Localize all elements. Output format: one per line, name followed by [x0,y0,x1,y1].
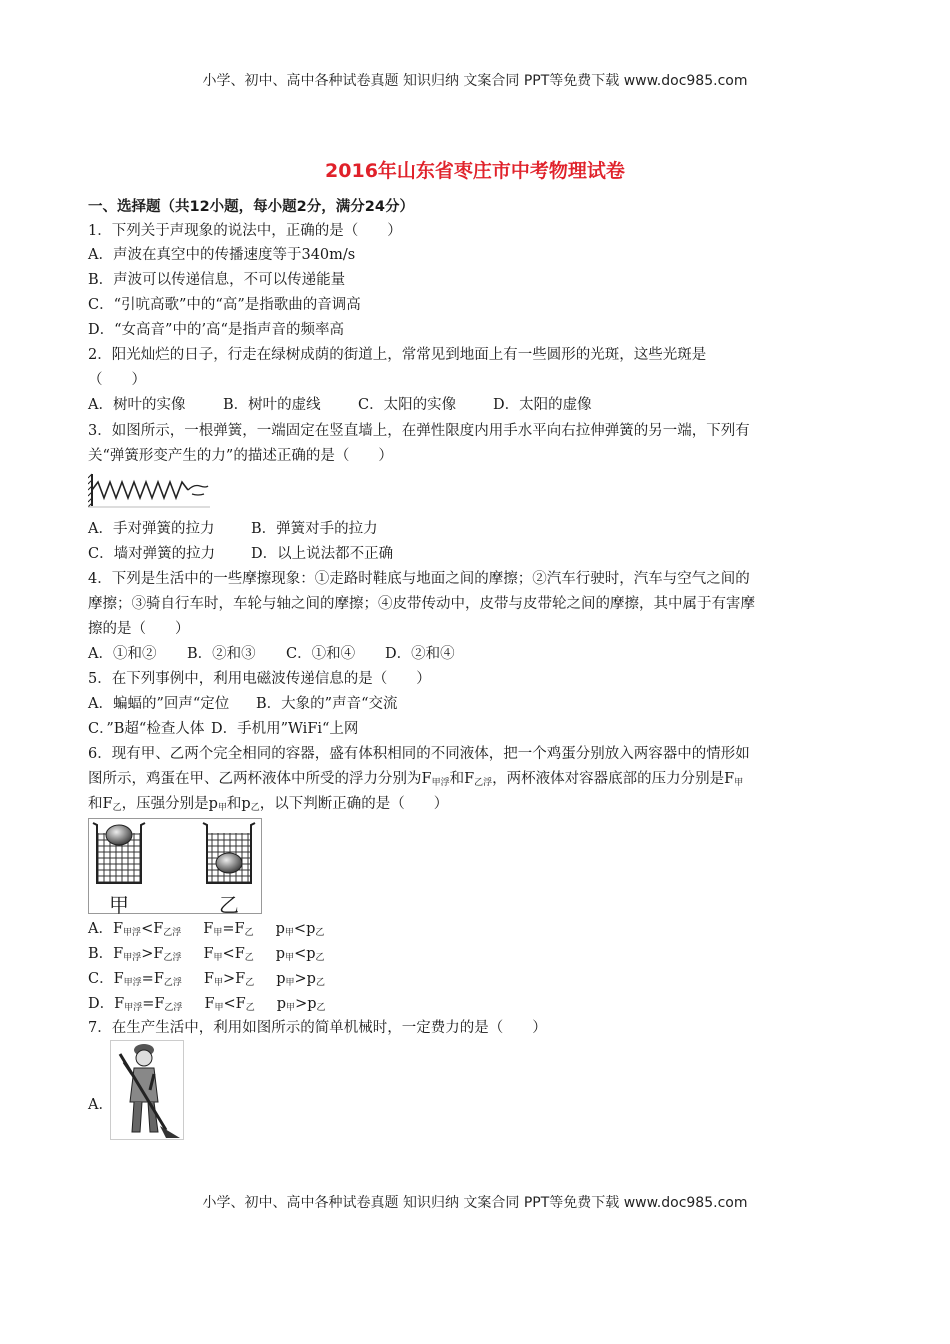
q5-option-c: C．”B超“检查人体 [88,721,205,737]
q6-text: 和F [449,771,475,787]
q3-option-c: C．墙对弹簧的拉力 [88,546,216,562]
opt-text: C．F [88,971,124,987]
q2-option-c: C．太阳的实像 [358,397,457,413]
beaker-label-jia: 甲 [109,893,129,917]
opt-sub: 甲 [213,953,223,963]
q3-option-d: D．以上说法都不正确 [251,546,394,562]
opt-text: =F [222,921,245,937]
opt-sub: 乙 [315,928,325,938]
opt-sub: 乙浮 [163,978,182,988]
opt-sub: 乙 [244,953,254,963]
q6-text: 图所示，鸡蛋在甲、乙两杯液体中所受的浮力分别为F [88,771,432,787]
q4-option-a: A．①和② [88,646,157,662]
q1-option-a: A．声波在真空中的传播速度等于340m/s [88,247,356,263]
q2-option-d: D．太阳的虚像 [493,397,592,413]
q5-option-a: A．蝙蝠的”回声“定位 [88,696,230,712]
q4-options [88,644,455,664]
q6-sub: 甲 [217,803,227,813]
q3-options-row2 [88,544,393,564]
opt-sub: 甲 [213,928,223,938]
page-title: 2016年山东省枣庄市中考物理试卷 [325,160,625,182]
q3-option-b: B．弹簧对手的拉力 [251,521,378,537]
opt-sub: 甲浮 [123,953,142,963]
opt-text: <p [293,921,316,937]
q4-stem-cont2: 擦的是（ ） [88,621,190,637]
q3-option-a: A．手对弹簧的拉力 [88,521,215,537]
q5-options-row2 [88,719,358,739]
page-header: 小学、初中、高中各种试卷真题 知识归纳 文案合同 PPT等免费下载 www.doc985.com [202,73,748,89]
q2-options [88,395,592,415]
q2-option-a: A．树叶的实像 [88,397,186,413]
q2-stem-cont: （ ） [88,372,146,388]
opt-sub: 乙浮 [164,1003,183,1013]
q6-text: ，压强分别是p [121,796,218,812]
opt-sub: 乙 [316,1003,326,1013]
opt-text: >F [141,946,164,962]
q4-option-d: D．②和④ [385,646,455,662]
q6-option-c [88,969,325,993]
q6-option-d [88,994,326,1018]
opt-text: B．F [88,946,124,962]
beakers-figure [88,818,262,917]
opt-text: p [275,921,285,937]
opt-sub: 乙 [244,928,254,938]
opt-sub: 甲 [286,1003,296,1013]
opt-text: =F [141,971,164,987]
q4-option-c: C．①和④ [286,646,356,662]
q3-stem: 3．如图所示，一根弹簧，一端固定在竖直墙上，在弹性限度内用手水平向右拉伸弹簧的另一端，下列有 [88,423,750,439]
q1-stem: 1．下列关于声现象的说法中，正确的是（ ） [88,223,402,239]
opt-text: p [276,971,286,987]
opt-sub: 乙浮 [163,953,182,963]
q7-option-a: A． [88,1097,113,1113]
q6-stem: 6．现有甲、乙两个完全相同的容器，盛有体积相同的不同液体，把一个鸡蛋分别放入两容器中的情形如 [88,746,750,762]
opt-sub: 甲 [284,928,294,938]
q1-option-d: D．“女高音”中的’高“是指声音的频率高 [88,322,344,338]
q2-option-b: B．树叶的虚线 [223,397,321,413]
q5-options-row1 [88,694,397,714]
q6-option-b [88,944,325,968]
q1-option-b: B．声波可以传递信息，不可以传递能量 [88,272,346,288]
opt-text: p [276,996,287,1012]
q5-option-b: B．大象的”声音“交流 [256,696,398,712]
opt-sub: 乙 [315,953,325,963]
q6-stem-cont2 [88,794,448,818]
opt-text: D．F [88,996,125,1012]
opt-text: F [203,946,214,962]
opt-sub: 甲 [285,978,295,988]
q6-sub: 甲浮 [431,778,450,788]
q4-option-b: B．②和③ [187,646,256,662]
q5-option-d: D．手机用”WiFi“上网 [211,721,359,737]
opt-text: F [203,921,214,937]
q6-text: 和p [226,796,251,812]
q6-option-a [88,919,324,943]
q4-stem-cont: 摩擦；③骑自行车时，车轮与轴之间的摩擦；④皮带传动中，皮带与皮带轮之间的摩擦，其中属于有害摩 [88,596,755,612]
opt-sub: 甲浮 [124,1003,143,1013]
opt-text: >F [222,971,246,987]
opt-sub: 乙 [245,978,255,988]
q6-text: ，以下判断正确的是（ ） [259,796,449,812]
opt-text: =F [142,996,165,1012]
q6-text: ，两杯液体对容器底部的压力分别是F [492,771,735,787]
q6-sub: 乙浮 [474,778,493,788]
opt-sub: 甲 [214,1003,224,1013]
q3-options-row1 [88,519,378,539]
opt-text: <F [223,996,246,1012]
q1-option-c: C．“引吭高歌”中的“高”是指歌曲的音调高 [88,297,361,313]
opt-sub: 乙浮 [163,928,182,938]
opt-text: p [275,946,286,962]
q2-stem: 2．阳光灿烂的日子，行走在绿树成荫的街道上，常常见到地面上有一些圆形的光斑，这些光斑是 [88,347,707,363]
q6-sub: 乙 [112,803,122,813]
opt-sub: 甲 [285,953,295,963]
q4-stem: 4．下列是生活中的一些摩擦现象：①走路时鞋底与地面之间的摩擦；②汽车行驶时，汽车与空气之间的 [88,571,750,587]
spring-figure [88,472,210,508]
opt-sub: 甲 [213,978,223,988]
q6-stem-cont [88,769,743,793]
q6-text: 和F [88,796,113,812]
q6-sub: 甲 [734,778,744,788]
broom-worker-figure [110,1040,184,1140]
section-heading: 一、选择题（共12小题，每小题2分，满分24分） [88,199,414,215]
opt-text: F [204,996,215,1012]
opt-text: >p [294,971,316,987]
opt-text: <F [222,946,245,962]
opt-sub: 乙 [245,1003,255,1013]
opt-sub: 甲浮 [123,928,142,938]
opt-text: >p [295,996,317,1012]
page-footer: 小学、初中、高中各种试卷真题 知识归纳 文案合同 PPT等免费下载 www.doc985.com [202,1195,748,1211]
beaker-label-yi: 乙 [219,893,239,917]
q3-stem-cont: 关“弹簧形变产生的力”的描述正确的是（ ） [88,448,393,464]
q5-stem: 5．在下列事例中，利用电磁波传递信息的是（ ） [88,671,431,687]
opt-text: <F [141,921,164,937]
opt-text: A．F [88,921,124,937]
opt-sub: 甲浮 [123,978,142,988]
opt-sub: 乙 [315,978,325,988]
q7-stem: 7．在生产生活中，利用如图所示的简单机械时，一定费力的是（ ） [88,1020,547,1036]
opt-text: F [203,971,214,987]
q6-sub: 乙 [250,803,260,813]
opt-text: <p [294,946,316,962]
